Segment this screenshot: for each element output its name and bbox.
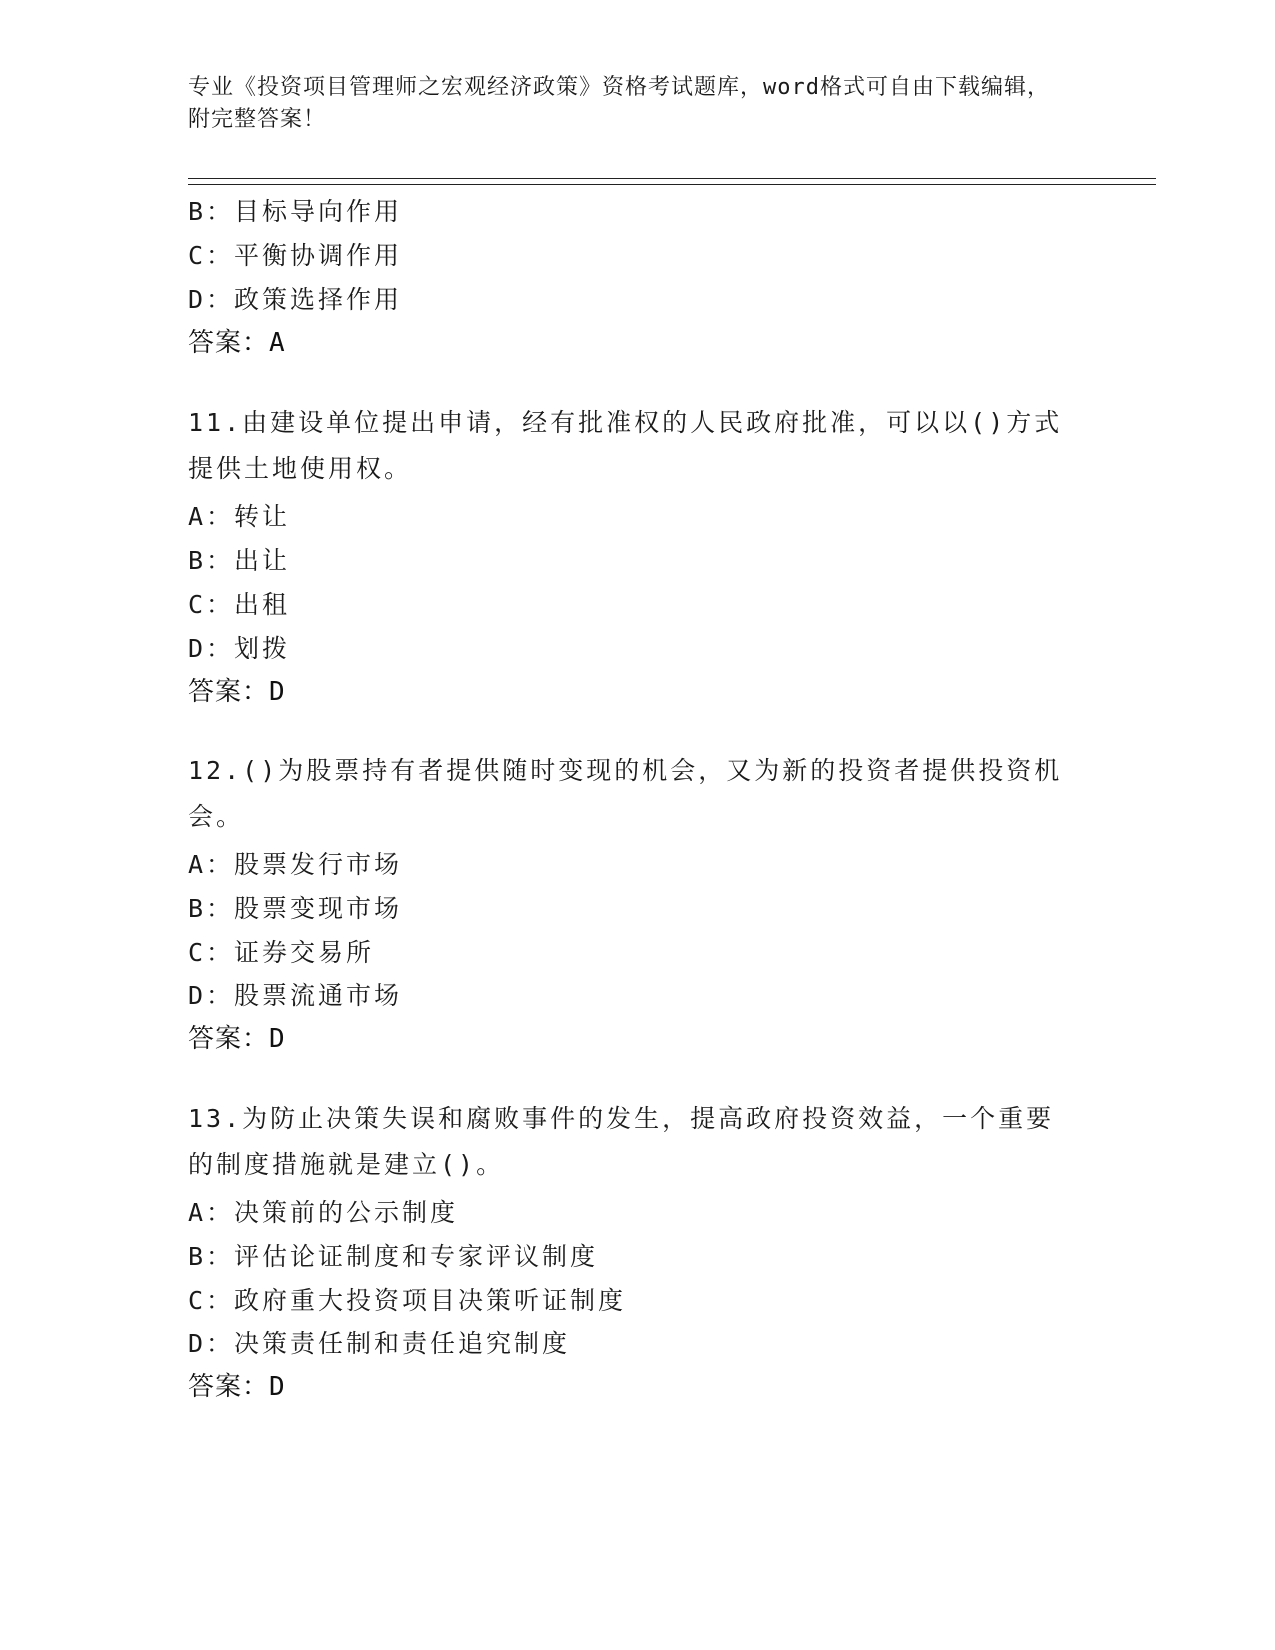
answer-label: 答案： [188, 1024, 270, 1054]
option-b: B：目标导向作用 [188, 197, 403, 226]
answer-label: 答案： [188, 1372, 270, 1402]
option-c: C：出租 [188, 590, 291, 619]
answer-label: 答案： [188, 328, 270, 358]
option-a: A：转让 [188, 502, 291, 531]
answer-label: 答案： [188, 677, 270, 707]
option-c: C：证券交易所 [188, 938, 375, 967]
option-a: A：决策前的公示制度 [188, 1198, 459, 1227]
header-rule-top [188, 178, 1156, 179]
question-text: 12.()为股票持有者提供随时变现的机会，又为新的投资者提供投资机会。 [188, 756, 1063, 831]
answer-line [188, 322, 286, 359]
option-b: B：出让 [188, 546, 291, 575]
answer-value: D [269, 1024, 286, 1054]
option-c: C：平衡协调作用 [188, 241, 403, 270]
answer-line [188, 671, 286, 708]
option-d: D：股票流通市场 [188, 981, 403, 1010]
answer-value: D [269, 1372, 286, 1402]
option-b: B：股票变现市场 [188, 894, 403, 923]
option-a: A：股票发行市场 [188, 850, 403, 879]
answer-value: A [269, 328, 286, 358]
option-c: C：政府重大投资项目决策听证制度 [188, 1286, 627, 1315]
question-text: 11.由建设单位提出申请，经有批准权的人民政府批准，可以以()方式提供土地使用权。 [188, 408, 1063, 483]
answer-value: D [269, 677, 286, 707]
document-header: 专业《投资项目管理师之宏观经济政策》资格考试题库，word格式可自由下载编辑，附完整答案！ [188, 75, 1050, 132]
option-d: D：决策责任制和责任追究制度 [188, 1329, 571, 1358]
answer-line [188, 1366, 286, 1403]
option-b: B：评估论证制度和专家评议制度 [188, 1242, 599, 1271]
header-rule-bottom [188, 184, 1156, 185]
question-text: 13.为防止决策失误和腐败事件的发生，提高政府投资效益，一个重要的制度措施就是建立()。 [188, 1104, 1055, 1179]
option-d: D：划拨 [188, 634, 291, 663]
answer-line [188, 1018, 286, 1055]
option-d: D：政策选择作用 [188, 285, 403, 314]
